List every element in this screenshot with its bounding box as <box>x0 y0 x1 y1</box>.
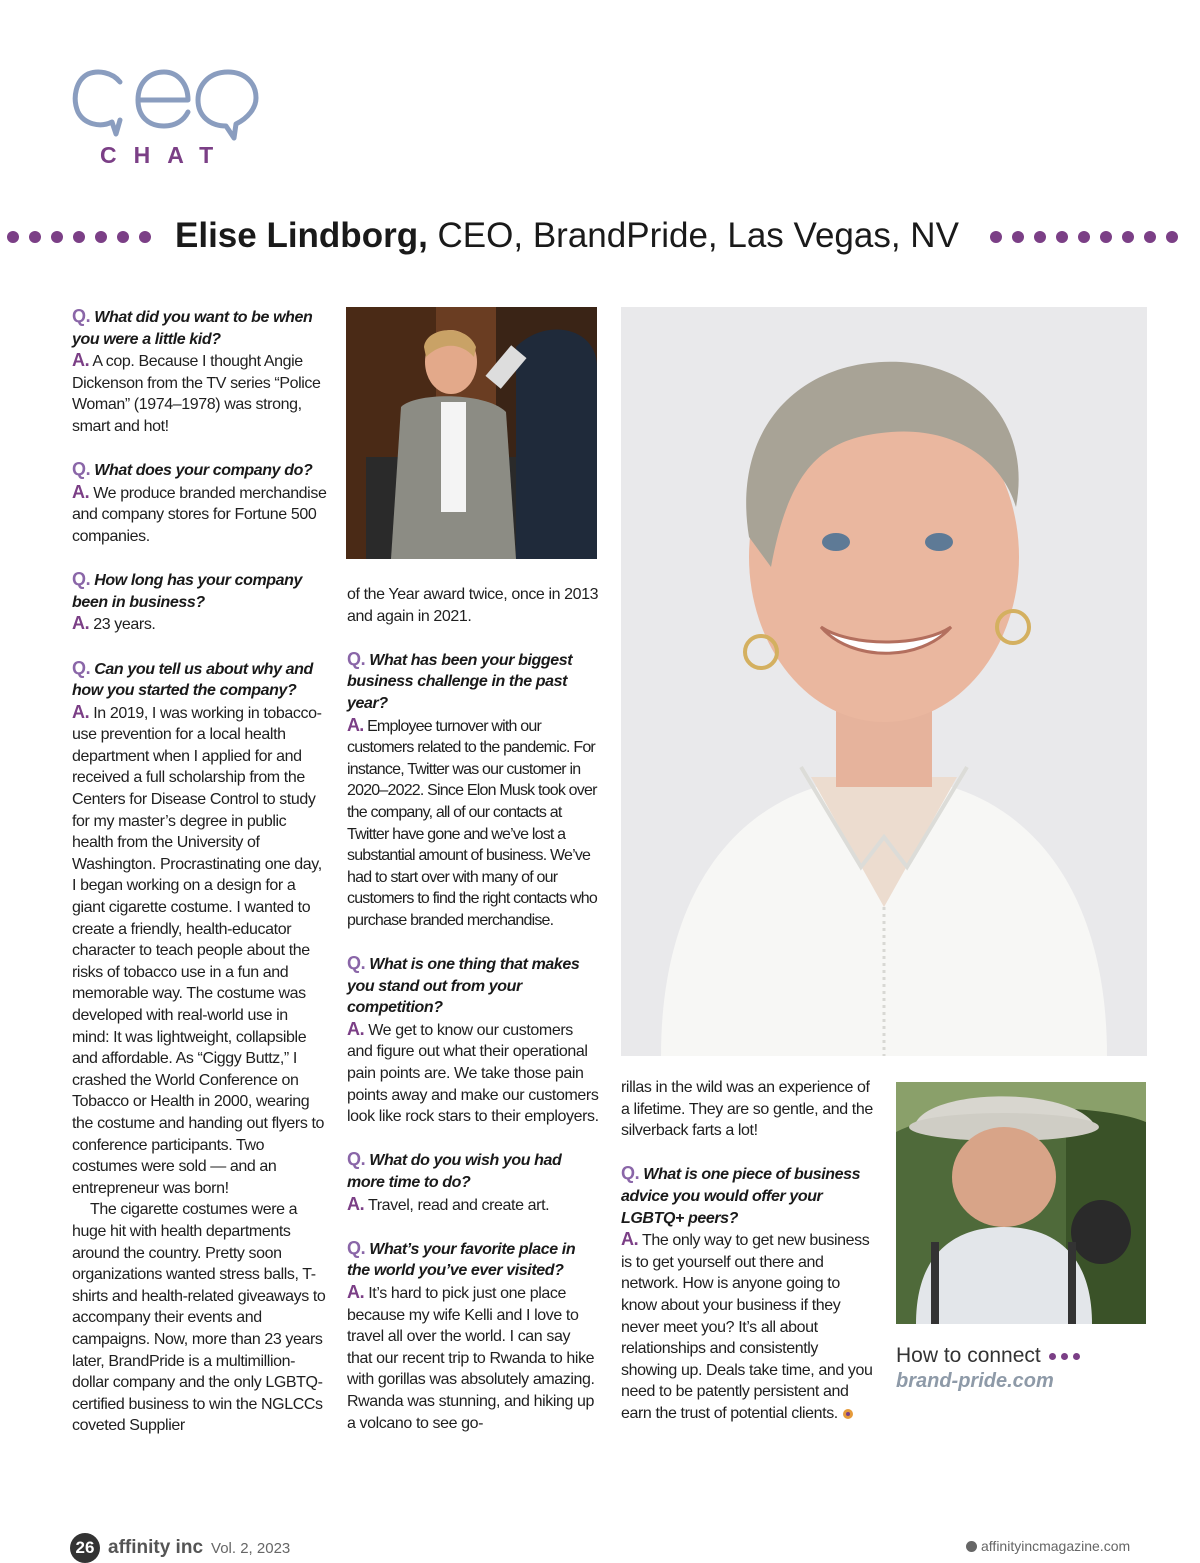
answer-continued: The cigarette costumes were a huge hit with health departments around the country. Pretty soon organizations wanted stress balls, T-shirts and health-related giveaways to accompany their events and campaigns. Now, more than 23 years later, BrandPride is a multimillion-dollar company and the only LGBTQ-certified business to win the NGLCCs coveted Supplier <box>72 1201 326 1435</box>
answer: A. In 2019, I was working in tobacco-use prevention for a local health department when I applied for and received a full scholarship from the Centers for Disease Control to study for my master’s degree in public health from the University of Washington. Procrastinating one day, I began working on a design for a giant cigarette costume. I wanted to create a friendly, health-educator character to teach people about the risks of tobacco use in a fun and memorable way. The costume was developed with real-world use in mind: It was lightweight, collapsible and affordable. As “Ciggy Buttz,” I crashed the World Conference on Tobacco or Health in 2000, wearing the costume and handing out flyers to conference participants. Two costumes were sold — and an entrepreneur was born! <box>72 701 325 1197</box>
article-column-2 <box>347 584 599 1434</box>
headline-title: CEO, BrandPride, Las Vegas, NV <box>437 216 959 255</box>
company-website-link[interactable]: brand-pride.com <box>896 1370 1054 1392</box>
question: Q. What did you want to be when you were a little kid? <box>72 306 313 348</box>
ceo-chat-logo <box>68 62 263 172</box>
question: Q. What is one piece of business advice you would offer your LGBTQ+ peers? <box>621 1163 861 1227</box>
magazine-website-link[interactable]: affinityincmagazine.com <box>981 1538 1131 1554</box>
question: Q. What does your company do? <box>72 459 313 480</box>
how-to-connect <box>896 1344 1136 1393</box>
answer: A. We get to know our customers and figure out what their operational pain points are. We take those pain points away and make our customers look like rock stars to their employers. <box>347 1018 599 1126</box>
question: Q. What has been your biggest business challenge in the past year? <box>347 648 573 712</box>
answer-continued: of the Year award twice, once in 2013 and again in 2021. <box>347 586 599 625</box>
answer: A. 23 years. <box>72 613 156 634</box>
end-mark-icon <box>842 1408 854 1420</box>
globe-icon <box>966 1541 977 1552</box>
answer: A. It’s hard to pick just one place because my wife Kelli and I love to travel all over the world. I can say that our recent trip to Rwanda to hike with gorillas was absolutely amazing. Rwanda was stunning, and hiking up a volcano to see go- <box>347 1282 595 1432</box>
portrait-photo <box>621 307 1147 1056</box>
footer-left <box>70 1533 290 1563</box>
answer: A. Employee turnover with our customers related to the pandemic. For instance, Twitter was our customer in 2020–2022. Since Elon Musk took over the company, all of our contacts at Twitter have gone and we’ve lost a substantial amount of business. We’ve had to start over with many of our customers to find the right contacts who purchase branded merchandise. <box>347 714 597 929</box>
ceo-speech-bubbles-icon <box>68 62 263 142</box>
decorative-dots-right <box>990 226 1188 248</box>
connect-label: How to connect <box>896 1344 1041 1367</box>
answer: A. The only way to get new business is to get yourself out there and network. How is anyone going to know about your business if they never meet you? It’s all about relationships and consistently showing up. Deals take time, and you need to be patently persistent and earn the trust of potential clients. <box>621 1229 873 1422</box>
section-label: CHAT <box>100 142 231 168</box>
question: Q. What do you wish you had more time to do? <box>347 1149 562 1192</box>
article-column-3 <box>621 1077 875 1425</box>
decorative-dots <box>1049 1353 1085 1360</box>
page-number: 26 <box>70 1533 100 1563</box>
issue-label: Vol. 2, 2023 <box>211 1539 291 1557</box>
question: Q. How long has your company been in business? <box>72 569 303 611</box>
article-column-1 <box>72 306 328 1437</box>
answer: A. A cop. Because I thought Angie Dickenson from the TV series “Police Woman” (1974–1978) was strong, smart and hot! <box>72 350 321 435</box>
magazine-brand: affinity inc <box>108 1537 204 1558</box>
answer: A. We produce branded merchandise and company stores for Fortune 500 companies. <box>72 481 327 545</box>
question: Q. What’s your favorite place in the world you’ve ever visited? <box>347 1237 576 1280</box>
answer: A. Travel, read and create art. <box>347 1193 550 1214</box>
decorative-dots-left <box>7 226 161 248</box>
question: Q. Can you tell us about why and how you started the company? <box>72 657 313 700</box>
travel-photo <box>896 1082 1146 1324</box>
question: Q. What is one thing that makes you stand out from your competition? <box>347 953 580 1017</box>
answer-continued: rillas in the wild was an experience of a lifetime. They are so gentle, and the silverback farts a lot! <box>621 1079 873 1140</box>
panel-photo <box>346 307 597 559</box>
headline <box>175 213 959 259</box>
headline-name: Elise Lindborg, <box>175 216 428 255</box>
footer-right <box>966 1538 1130 1554</box>
